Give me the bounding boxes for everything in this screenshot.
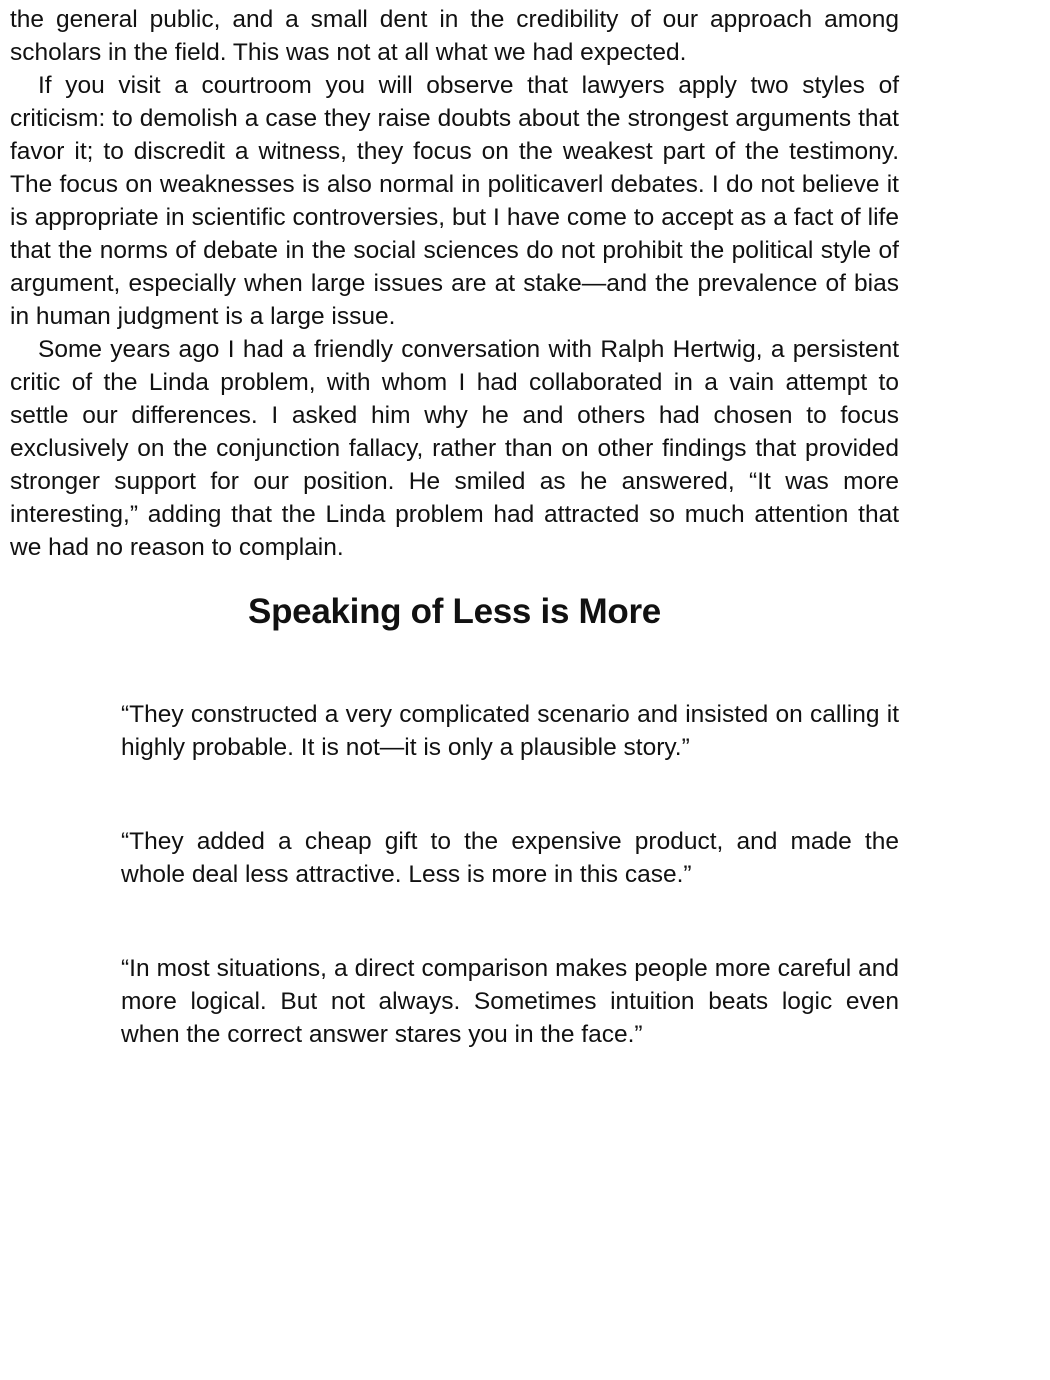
section-heading: Speaking of Less is More [248, 592, 661, 631]
body-paragraph: Some years ago I had a friendly conversation with Ralph Hertwig, a persistent critic of the Linda problem, with whom I had collaborated in a vain attempt to settle our differences. I asked him why he and others had chosen to focus exclusively on the conjunction fallacy, rather than on other findings that provided stronger support for our position. He smiled as he answered, “It was more interesting,” adding that the Linda problem had attracted so much attention that we had no reason to complain. [10, 336, 899, 561]
quote-item: “They constructed a very complicated scenario and insisted on calling it highly probable. It is not—it is only a plausible story.” [121, 701, 899, 761]
document-page [10, 3, 899, 1112]
quote-item: “In most situations, a direct comparison makes people more careful and more logical. But not always. Sometimes intuition beats logic even when the correct answer stares you in the face.” [121, 955, 899, 1048]
body-paragraph: If you visit a courtroom you will observe that lawyers apply two styles of criticism: to demolish a case they raise doubts about the strongest arguments that favor it; to discredit a witness, they focus on the weakest part of the testimony. The focus on weaknesses is also normal in politicaverl debates. I do not believe it is appropriate in scientific controversies, but I have come to accept as a fact of life that the norms of debate in the social sciences do not prohibit the political style of argument, especially when large issues are at stake—and the prevalence of bias in human judgment is a large issue. [10, 72, 899, 330]
quote-item: “They added a cheap gift to the expensive product, and made the whole deal less attractive. Less is more in this case.” [121, 828, 899, 888]
quote-list [10, 698, 899, 1051]
body-paragraph: the general public, and a small dent in the credibility of our approach among scholars in the field. This was not at all what we had expected. [10, 6, 899, 66]
